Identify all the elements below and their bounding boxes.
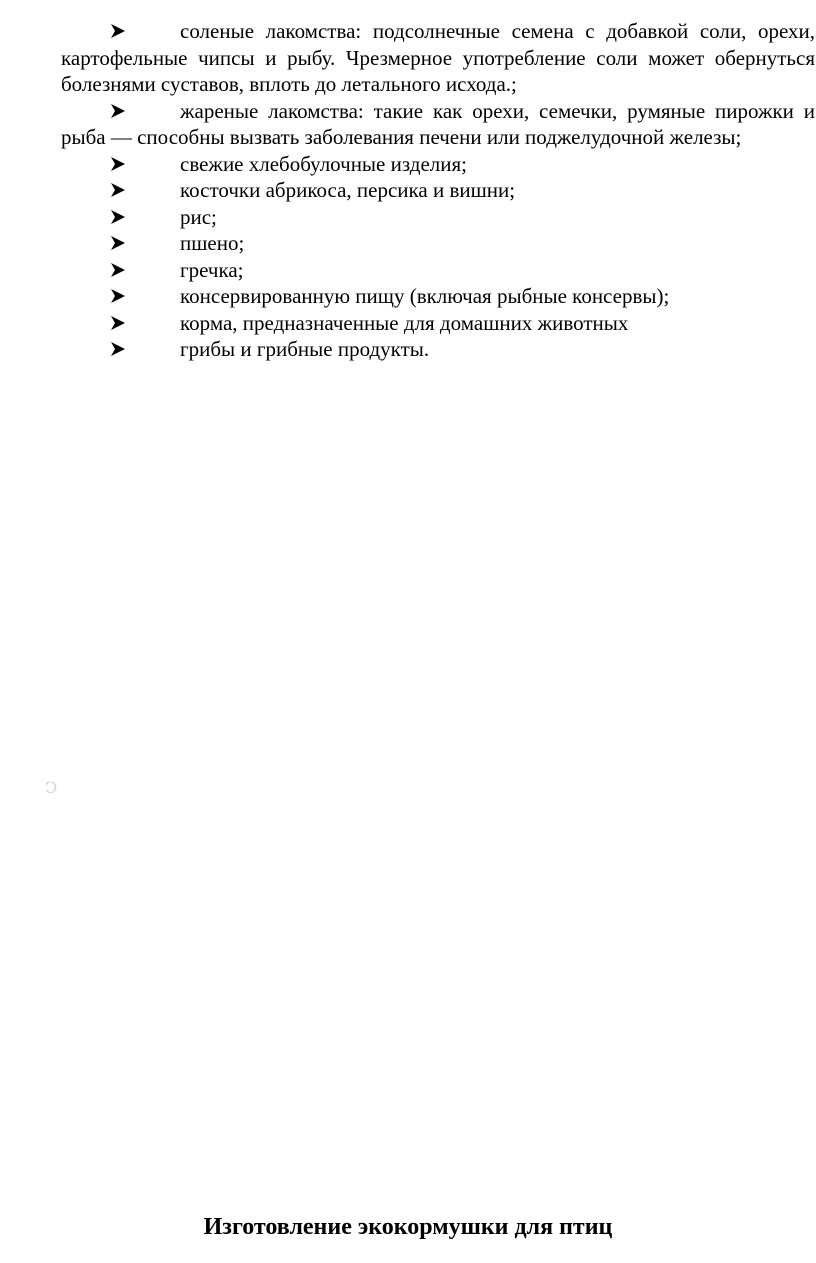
arrow-bullet-icon [109,177,127,203]
document-page [61,18,815,363]
arrow-bullet-icon [109,230,127,256]
arrow-bullet-icon [109,98,127,124]
faint-mark-icon: Ↄ [45,780,58,797]
arrow-bullet-icon [109,336,127,362]
list-item [61,18,815,98]
arrow-bullet-icon [109,257,127,283]
list-item-text: гречка; [180,257,244,282]
list-item [61,230,815,257]
arrow-bullet-icon [109,18,127,44]
list-item [61,204,815,231]
list-item-text: свежие хлебобулочные изделия; [180,151,467,176]
list-item [61,98,815,151]
list-item-text: косточки абрикоса, персика и вишни; [180,178,516,202]
section-heading [0,1212,816,1242]
list-item [61,257,815,284]
list-item [61,151,815,178]
list-item [61,336,815,363]
list-item-text: корма, предназначенные для домашних животных [180,310,629,335]
list-item-text: соленые лакомства: подсолнечные семена с добавкой соли, орехи, картофельные чипсы и рыбу. Чрезмерное употребление соли может обернуться болезнями суставов, вплоть до летального исхода.; [61,19,815,96]
arrow-bullet-icon [109,204,127,230]
list-item-text: рис; [180,204,217,229]
arrow-bullet-icon [109,283,127,309]
list-item-text: жареные лакомства: такие как орехи, семечки, румяные пирожки и рыба — способны вызвать заболевания печени или поджелудочной железы; [61,98,815,149]
arrow-bullet-icon [109,310,127,336]
list-item-text: пшено; [180,231,245,255]
list-item-text: консервированную пищу (включая рыбные консервы); [180,284,670,308]
list-item [61,177,815,204]
section-heading-text: Изготовление экокормушки для птиц [203,1214,613,1240]
list-item-text: грибы и грибные продукты. [180,337,430,361]
list-item [61,310,815,337]
list-item [61,283,815,310]
arrow-bullet-icon [109,151,127,177]
